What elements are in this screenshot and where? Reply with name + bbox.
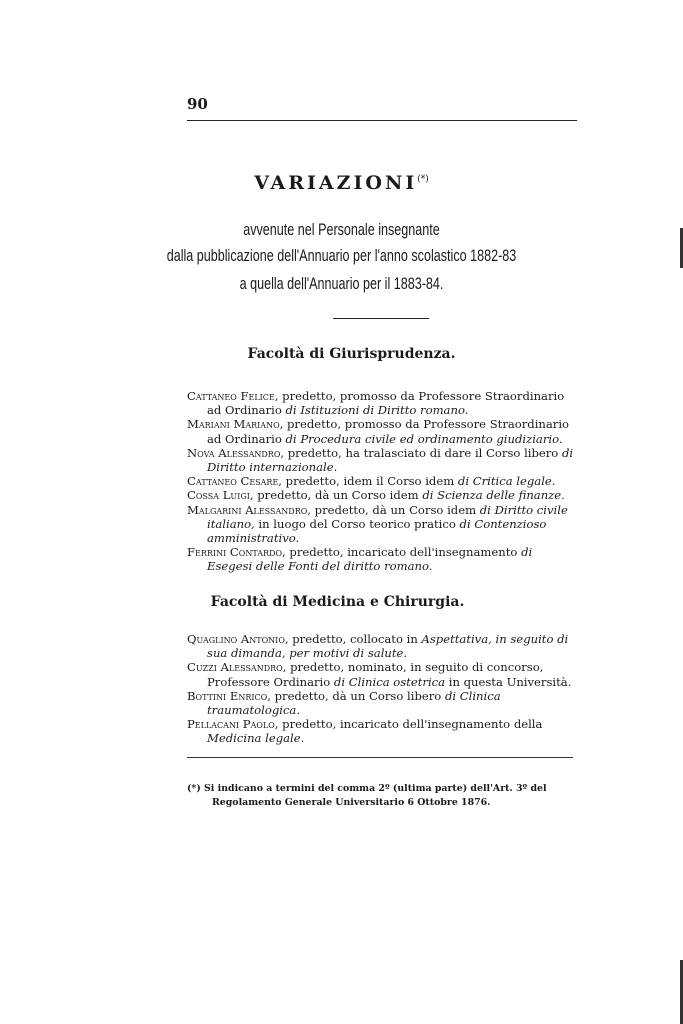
person-name: Malgarini Alessandro <box>187 502 308 517</box>
title-footnote-marker: (*) <box>417 174 429 185</box>
list-item: Cuzzi Alessandro, predetto, nominato, in seguito di concorso, Professore Ordinario di Clinica ostetrica in questa Università. <box>187 660 572 689</box>
list-item: Malgarini Alessandro, predetto, dà un Corso idem di Diritto civile italiano, in luogo del Corso teorico pratico di Contenzioso amministrativo. <box>187 502 568 546</box>
list-item: Pellacani Paolo, predetto, incaricato dell'insegnamento della Medicina legale. <box>187 717 543 746</box>
entry-list-giurisprudenza <box>187 389 579 574</box>
title-divider <box>333 318 429 319</box>
section-heading-giurisprudenza: Facoltà di Giurisprudenza. <box>247 346 456 362</box>
list-item: Mariani Mariano, predetto, promosso da Professore Straordinario ad Ordinario di Procedura civile ed ordinamento giudiziario. <box>187 417 570 446</box>
person-name: Ferrini Contardo <box>187 545 283 560</box>
page-title <box>0 172 683 194</box>
list-item: Cattaneo Felice, predetto, promosso da Professore Straordinario ad Ordinario di Istituzioni di Diritto romano. <box>187 389 565 418</box>
person-name: Quaglino Antonio <box>187 632 285 646</box>
person-name: Cattaneo Cesare <box>187 474 279 489</box>
list-item: Cattaneo Cesare, predetto, idem il Corso idem di Critica legale. <box>187 474 556 489</box>
person-name: Cuzzi Alessandro <box>187 660 283 675</box>
footnote <box>187 782 583 809</box>
person-name: Cossa Luigi <box>187 488 250 503</box>
subtitle-line-1: avvenute nel Personale insegnante <box>243 220 440 239</box>
person-name: Nova Alessandro <box>187 445 281 460</box>
footnote-rule <box>187 757 573 758</box>
list-item: Cossa Luigi, predetto, dà un Corso idem di Scienza delle finanze. <box>187 488 565 503</box>
person-name: Bottini Enrico <box>187 688 268 703</box>
list-item: Ferrini Contardo, predetto, incaricato dell'insegnamento di Esegesi delle Fonti del diritto romano. <box>187 545 533 574</box>
list-item: Nova Alessandro, predetto, ha tralasciato di dare il Corso libero di Diritto internazionale. <box>187 445 574 475</box>
list-item: Quaglino Antonio, predetto, collocato in Aspettativa, in seguito di sua dimanda, per motivi di salute. <box>187 632 569 661</box>
title-text: VARIAZIONI <box>254 172 418 194</box>
entry-list-medicina <box>187 632 579 746</box>
person-name: Cattaneo Felice <box>187 389 275 403</box>
person-name: Mariani Mariano <box>187 417 280 432</box>
section-heading-medicina: Facoltà di Medicina e Chirurgia. <box>210 594 465 610</box>
page-number: 90 <box>187 95 208 113</box>
subtitle-line-3: a quella dell'Annuario per il 1883-84. <box>239 274 444 293</box>
subtitle-line-2: dalla pubblicazione dell'Annuario per l'anno scolastico 1882-83 <box>166 246 517 265</box>
person-name: Pellacani Paolo <box>187 717 275 732</box>
footnote-text: (*) Si indicano a termini del comma 2º (ultima parte) dell'Art. 3º del Regolamento Generale Universitario 6 Ottobre 1876. <box>187 783 547 808</box>
header-rule <box>187 120 577 121</box>
list-item: Bottini Enrico, predetto, dà un Corso libero di Clinica traumatologica. <box>187 688 501 718</box>
